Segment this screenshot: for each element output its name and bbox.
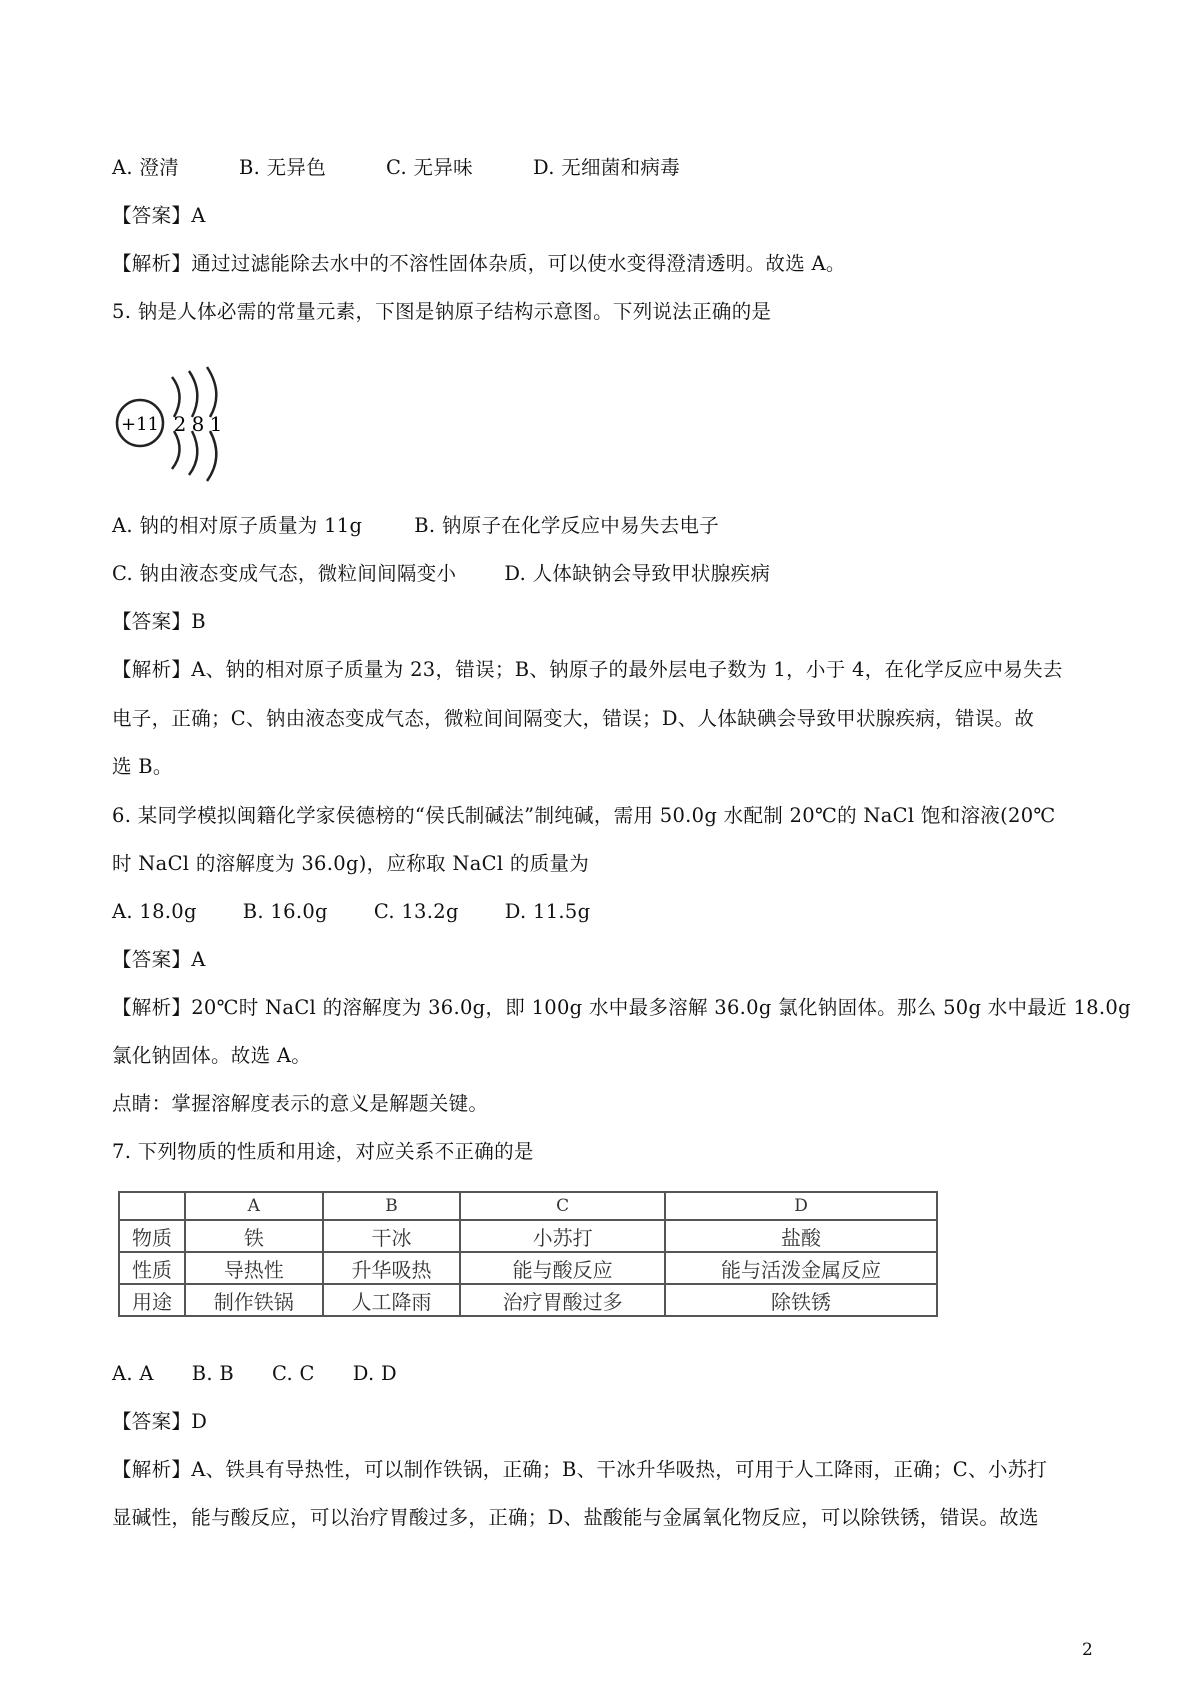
table-cell: [119, 1192, 185, 1220]
q5-answer: 【答案】B: [112, 610, 206, 633]
table-cell: 导热性: [185, 1252, 323, 1284]
q5-options-row-2: [112, 560, 770, 588]
table-cell: 用途: [119, 1284, 185, 1316]
table-row: [119, 1284, 937, 1316]
shell-arc-3-bottom: [207, 431, 216, 481]
q6-options: [112, 898, 590, 926]
q5-explanation-line-3: 选 B。: [112, 755, 173, 778]
q5-explanation-line-1: 【解析】A、钠的相对原子质量为 23，错误；B、钠原子的最外层电子数为 1，小于 4，在化学反应中易失去: [112, 658, 1063, 681]
q7-option-c: C. C: [272, 1362, 315, 1385]
table-cell: 能与酸反应: [460, 1252, 665, 1284]
table-cell: 能与活泼金属反应: [665, 1252, 937, 1284]
q6-stem-line-2: 时 NaCl 的溶解度为 36.0g)，应称取 NaCl 的质量为: [112, 852, 590, 875]
table-cell: 制作铁锅: [185, 1284, 323, 1316]
table-cell: C: [460, 1192, 665, 1220]
q4-options: [112, 154, 680, 182]
q6-answer: 【答案】A: [112, 948, 206, 971]
table-header-row: [119, 1192, 937, 1220]
q5-option-a: A. 钠的相对原子质量为 11g: [112, 514, 363, 537]
q6-stem-line-1: 6. 某同学模拟闽籍化学家侯德榜的“侯氏制碱法”制纯碱，需用 50.0g 水配制 20℃的 NaCl 饱和溶液(20℃: [112, 804, 1056, 827]
q6-explanation-line-2: 氯化钠固体。故选 A。: [112, 1044, 312, 1067]
shell-2-electrons: 8: [191, 412, 205, 436]
q7-option-b: B. B: [191, 1362, 235, 1385]
q7-answer: 【答案】D: [112, 1410, 208, 1433]
q6-option-c: C. 13.2g: [373, 900, 459, 923]
shell-arc-2-top: [189, 371, 197, 417]
q4-option-c: C. 无异味: [386, 156, 473, 179]
q4-option-a: A. 澄清: [112, 156, 179, 179]
q5-stem: 5. 钠是人体必需的常量元素，下图是钠原子结构示意图。下列说法正确的是: [112, 300, 772, 323]
q7-property-table: [118, 1191, 938, 1317]
table-cell: 盐酸: [665, 1220, 937, 1252]
q5-options-row-1: [112, 512, 719, 540]
table-row: [119, 1252, 937, 1284]
q5-option-b: B. 钠原子在化学反应中易失去电子: [414, 514, 720, 537]
q6-explanation-line-1: 【解析】20℃时 NaCl 的溶解度为 36.0g，即 100g 水中最多溶解 36.0g 氯化钠固体。那么 50g 水中最近 18.0g: [112, 996, 1131, 1019]
q6-note: 点睛：掌握溶解度表示的意义是解题关键。: [112, 1092, 489, 1115]
q5-option-c: C. 钠由液态变成气态，微粒间间隔变小: [112, 562, 457, 585]
nucleus-label: +11: [121, 414, 159, 435]
shell-3-electrons: 1: [209, 412, 223, 436]
q7-explanation-line-1: 【解析】A、铁具有导热性，可以制作铁锅，正确；B、干冰升华吸热，可用于人工降雨，正确；C、小苏打: [112, 1458, 1048, 1481]
q7-explanation-line-2: 显碱性，能与酸反应，可以治疗胃酸过多，正确；D、盐酸能与金属氧化物反应，可以除铁锈，错误。故选: [112, 1506, 1039, 1529]
table-cell: 干冰: [323, 1220, 461, 1252]
table-cell: 铁: [185, 1220, 323, 1252]
shell-arc-3-top: [207, 367, 216, 417]
shell-1-electrons: 2: [173, 412, 187, 436]
q5-explanation-line-2: 电子，正确；C、钠由液态变成气态，微粒间间隔变大，错误；D、人体缺碘会导致甲状腺疾病，错误。故: [112, 707, 1035, 730]
sodium-atom-diagram: [112, 365, 242, 485]
table-cell: A: [185, 1192, 323, 1220]
table-cell: D: [665, 1192, 937, 1220]
q4-option-b: B. 无异色: [238, 156, 327, 179]
q4-option-d: D. 无细菌和病毒: [532, 156, 680, 179]
q7-option-d: D. D: [352, 1362, 397, 1385]
page-number: 2: [1082, 1640, 1093, 1660]
table-cell: 除铁锈: [665, 1284, 937, 1316]
q6-option-a: A. 18.0g: [112, 900, 197, 923]
q5-option-d: D. 人体缺钠会导致甲状腺疾病: [504, 562, 771, 585]
table-cell: 性质: [119, 1252, 185, 1284]
table-cell: 小苏打: [460, 1220, 665, 1252]
table-cell: B: [323, 1192, 461, 1220]
q4-explanation: 【解析】通过过滤能除去水中的不溶性固体杂质，可以使水变得澄清透明。故选 A。: [112, 252, 846, 275]
q6-option-d: D. 11.5g: [504, 900, 591, 923]
shell-arc-1-bottom: [172, 431, 180, 469]
q6-option-b: B. 16.0g: [242, 900, 328, 923]
table-cell: 人工降雨: [323, 1284, 461, 1316]
q7-stem: 7. 下列物质的性质和用途，对应关系不正确的是: [112, 1140, 534, 1163]
shell-arc-1-top: [172, 377, 180, 417]
table-cell: 物质: [119, 1220, 185, 1252]
q7-option-a: A. A: [112, 1362, 154, 1385]
q4-answer: 【答案】A: [112, 204, 206, 227]
table-cell: 治疗胃酸过多: [460, 1284, 665, 1316]
q7-options: [112, 1360, 397, 1388]
shell-arc-2-bottom: [189, 431, 197, 475]
table-cell: 升华吸热: [323, 1252, 461, 1284]
table-row: [119, 1220, 937, 1252]
